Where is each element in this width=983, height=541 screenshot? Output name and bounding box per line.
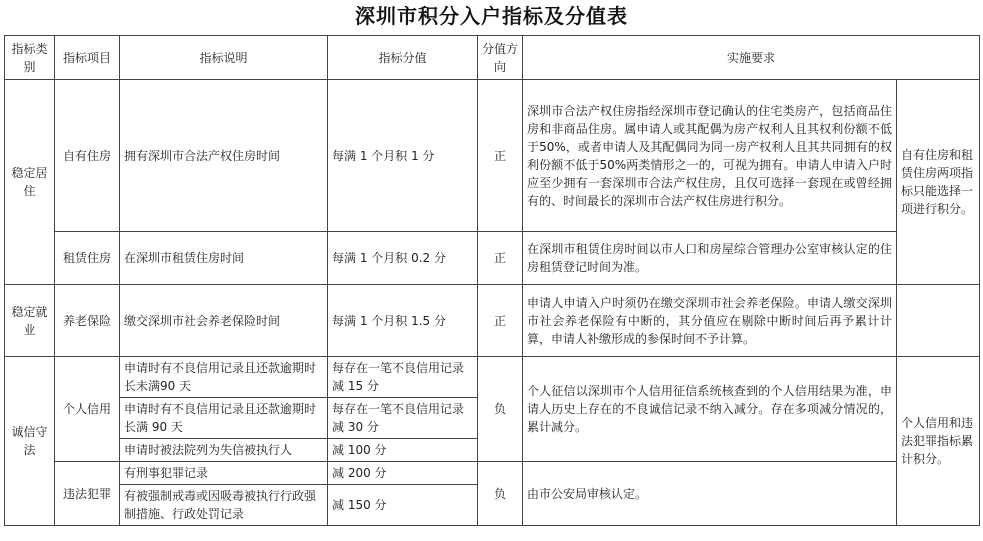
header-description: 指标说明: [120, 36, 328, 80]
description-credit-1: 申请时有不良信用记录且还款逾期时长未满90 天: [120, 357, 328, 398]
score-credit-1: 每存在一笔不良信用记录减 15 分: [328, 357, 478, 398]
category-stable-housing: 稳定居住: [5, 80, 55, 285]
header-category: 指标类别: [5, 36, 55, 80]
item-rent-house: 租赁住房: [55, 232, 120, 285]
category-integrity: 诚信守法: [5, 357, 55, 526]
page-title: 深圳市积分入户指标及分值表: [355, 4, 628, 28]
description-credit-3: 申请时被法院列为失信被执行人: [120, 439, 328, 462]
item-pension: 养老保险: [55, 285, 120, 357]
table-row: [5, 462, 980, 485]
requirement-law: 由市公安局审核认定。: [523, 462, 897, 526]
score-law-2: 减 150 分: [328, 485, 478, 526]
table-row: [5, 357, 980, 398]
header-requirement: 实施要求: [523, 36, 980, 80]
direction-rent-house: 正: [478, 232, 523, 285]
note-integrity: 个人信用和违法犯罪指标累计积分。: [897, 357, 980, 526]
requirement-pension: 申请人申请入户时须仍在缴交深圳市社会养老保险。申请人缴交深圳市社会养老保险有中断的，其分值应在剔除中断时间后再予累计计算，申请人补缴形成的参保时间不予计算。: [523, 285, 897, 357]
empty-cell: [897, 285, 980, 357]
requirement-rent-house: 在深圳市租赁住房时间以市人口和房屋综合管理办公室审核认定的住房租赁登记时间为准。: [523, 232, 897, 285]
direction-pension: 正: [478, 285, 523, 357]
score-pension: 每满 1 个月积 1.5 分: [328, 285, 478, 357]
direction-credit: 负: [478, 357, 523, 462]
points-table: [4, 35, 980, 526]
requirement-own-house: 深圳市合法产权住房指经深圳市登记确认的住宅类房产，包括商品住房和非商品住房。属申请人或其配偶为房产权利人且其权利份额不低于50%，或者申请人及其配偶同为同一房产权利人且其共同拥有的权利份额不低于50%两类情形之一的，可视为拥有。申请人申请入户时应至少拥有一套深圳市合法产权住房，且仅可选择一套现在或曾经拥有的、时间最长的深圳市合法产权住房进行积分。: [523, 80, 897, 232]
requirement-credit: 个人征信以深圳市个人信用征信系统核查到的个人信用结果为准，申请人历史上存在的不良诚信记录不纳入减分。存在多项减分情况的，累计减分。: [523, 357, 897, 462]
item-own-house: 自有住房: [55, 80, 120, 232]
table-row: [5, 285, 980, 357]
header-row: [5, 36, 980, 80]
direction-own-house: 正: [478, 80, 523, 232]
description-rent-house: 在深圳市租赁住房时间: [120, 232, 328, 285]
score-own-house: 每满 1 个月积 1 分: [328, 80, 478, 232]
description-own-house: 拥有深圳市合法产权住房时间: [120, 80, 328, 232]
header-score: 指标分值: [328, 36, 478, 80]
item-law: 违法犯罪: [55, 462, 120, 526]
category-stable-employment: 稳定就业: [5, 285, 55, 357]
table-row: [5, 80, 980, 232]
score-credit-2: 每存在一笔不良信用记录减 30 分: [328, 398, 478, 439]
description-credit-2: 申请时有不良信用记录且还款逾期时长满 90 天: [120, 398, 328, 439]
direction-law: 负: [478, 462, 523, 526]
header-direction: 分值方向: [478, 36, 523, 80]
description-pension: 缴交深圳市社会养老保险时间: [120, 285, 328, 357]
description-law-2: 有被强制戒毒或因吸毒被执行行政强制措施、行政处罚记录: [120, 485, 328, 526]
item-credit: 个人信用: [55, 357, 120, 462]
score-rent-house: 每满 1 个月积 0.2 分: [328, 232, 478, 285]
note-housing: 自有住房和租赁住房两项指标只能选择一项进行积分。: [897, 80, 980, 285]
score-law-1: 减 200 分: [328, 462, 478, 485]
score-credit-3: 减 100 分: [328, 439, 478, 462]
header-item: 指标项目: [55, 36, 120, 80]
description-law-1: 有刑事犯罪记录: [120, 462, 328, 485]
table-row: [5, 232, 980, 285]
